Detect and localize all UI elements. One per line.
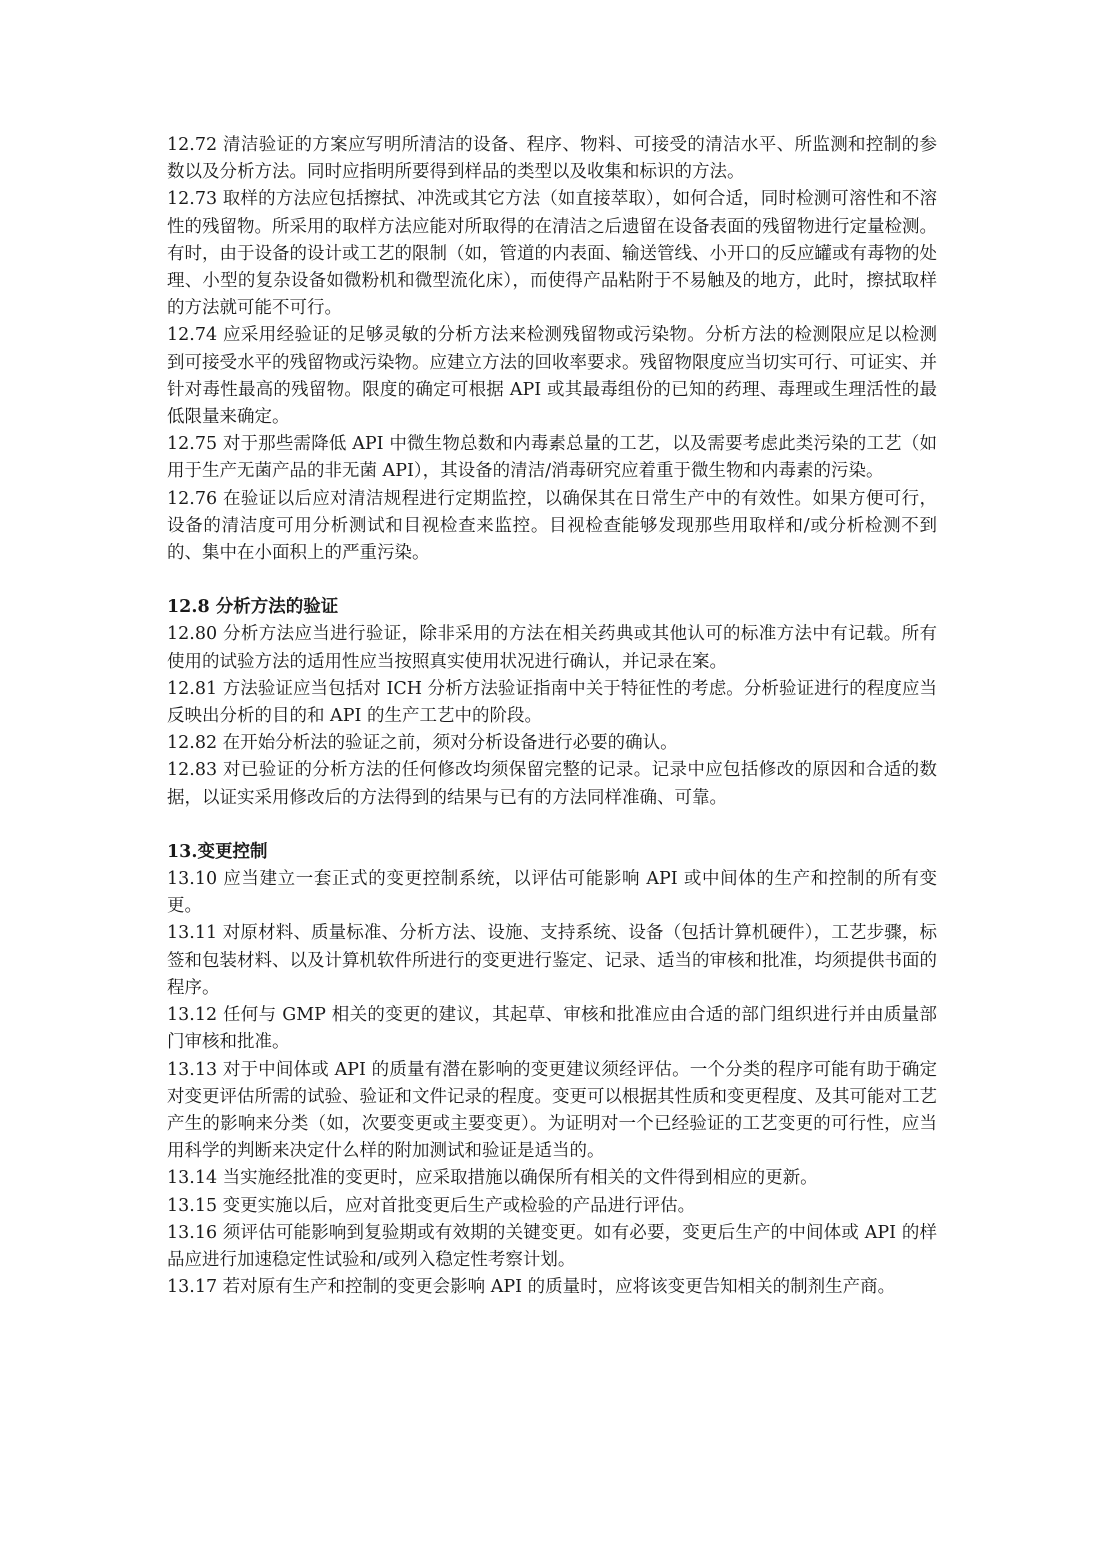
paragraph-13-15: 13.15 变更实施以后，应对首批变更后生产或检验的产品进行评估。 (167, 1195, 696, 1216)
paragraph-13-10: 13.10 应当建立一套正式的变更控制系统，以评估可能影响 API 或中间体的生产和控制的所有变更。 (167, 869, 937, 917)
section-spacer (167, 812, 937, 839)
paragraph-12-74: 12.74 应采用经验证的足够灵敏的分析方法来检测残留物或污染物。分析方法的检测限应足以检测到可接受水平的残留物或污染物。应建立方法的回收率要求。残留物限度应当切实可行、可证实、并针对毒性最高的残留物。限度的确定可根据 API 或其最毒组份的已知的药理、毒理或生理活性的最低限量来确定。 (167, 325, 937, 428)
section-heading-13: 13.变更控制 (167, 841, 268, 862)
paragraph-13-16: 13.16 须评估可能影响到复验期或有效期的关键变更。如有必要，变更后生产的中间体或 API 的样品应进行加速稳定性试验和/或列入稳定性考察计划。 (167, 1222, 937, 1270)
paragraph-12-81: 12.81 方法验证应当包括对 ICH 分析方法验证指南中关于特征性的考虑。分析验证进行的程度应当反映出分析的目的和 API 的生产工艺中的阶段。 (167, 678, 937, 727)
section-heading-12-8: 12.8 分析方法的验证 (167, 597, 339, 618)
section-spacer (167, 567, 937, 594)
paragraph-12-72: 12.72 清洁验证的方案应写明所清洁的设备、程序、物料、可接受的清洁水平、所监测和控制的参数以及分析方法。同时应指明所要得到样品的类型以及收集和标识的方法。 (167, 135, 937, 183)
paragraph-12-83: 12.83 对已验证的分析方法的任何修改均须保留完整的记录。记录中应包括修改的原因和合适的数据，以证实采用修改后的方法得到的结果与已有的方法同样准确、可靠。 (167, 760, 937, 808)
paragraph-13-12: 13.12 任何与 GMP 相关的变更的建议，其起草、审核和批准应由合适的部门组织进行并由质量部门审核和批准。 (167, 1005, 937, 1053)
paragraph-12-80: 12.80 分析方法应当进行验证，除非采用的方法在相关药典或其他认可的标准方法中有记载。所有使用的试验方法的适用性应当按照真实使用状况进行确认，并记录在案。 (167, 624, 937, 672)
paragraph-12-73: 12.73 取样的方法应包括擦拭、冲洗或其它方法（如直接萃取），如何合适，同时检测可溶性和不溶性的残留物。所采用的取样方法应能对所取得的在清洁之后遗留在设备表面的残留物进行定量检测。有时，由于设备的设计或工艺的限制（如，管道的内表面、输送管线、小开口的反应罐或有毒物的处理、小型的复杂设备如微粉机和微型流化床），而使得产品粘附于不易触及的地方，此时，擦拭取样的方法就可能不可行。 (167, 189, 937, 319)
paragraph-12-76: 12.76 在验证以后应对清洁规程进行定期监控，以确保其在日常生产中的有效性。如果方便可行，设备的清洁度可用分析测试和目视检查来监控。目视检查能够发现那些用取样和/或分析检测不到的、集中在小面积上的严重污染。 (167, 488, 937, 564)
paragraph-13-14: 13.14 当实施经批准的变更时，应采取措施以确保所有相关的文件得到相应的更新。 (167, 1168, 818, 1189)
paragraph-13-17: 13.17 若对原有生产和控制的变更会影响 API 的质量时，应将该变更告知相关的制剂生产商。 (167, 1277, 896, 1298)
paragraph-13-13: 13.13 对于中间体或 API 的质量有潜在影响的变更建议须经评估。一个分类的程序可能有助于确定对变更评估所需的试验、验证和文件记录的程度。变更可以根据其性质和变更程度、及其可能对工艺产生的影响来分类（如，次要变更或主要变更）。为证明对一个已经验证的工艺变更的可行性，应当用科学的判断来决定什么样的附加测试和验证是适当的。 (167, 1059, 937, 1162)
paragraph-13-11: 13.11 对原材料、质量标准、分析方法、设施、支持系统、设备（包括计算机硬件），工艺步骤，标签和包装材料、以及计算机软件所进行的变更进行鉴定、记录、适当的审核和批准，均须提供书面的程序。 (167, 923, 937, 998)
document-page (167, 132, 937, 1301)
paragraph-12-75: 12.75 对于那些需降低 API 中微生物总数和内毒素总量的工艺，以及需要考虑此类污染的工艺（如用于生产无菌产品的非无菌 API），其设备的清洁/消毒研究应着重于微生物和内毒素的污染。 (167, 434, 937, 482)
paragraph-12-82: 12.82 在开始分析法的验证之前，须对分析设备进行必要的确认。 (167, 733, 678, 754)
